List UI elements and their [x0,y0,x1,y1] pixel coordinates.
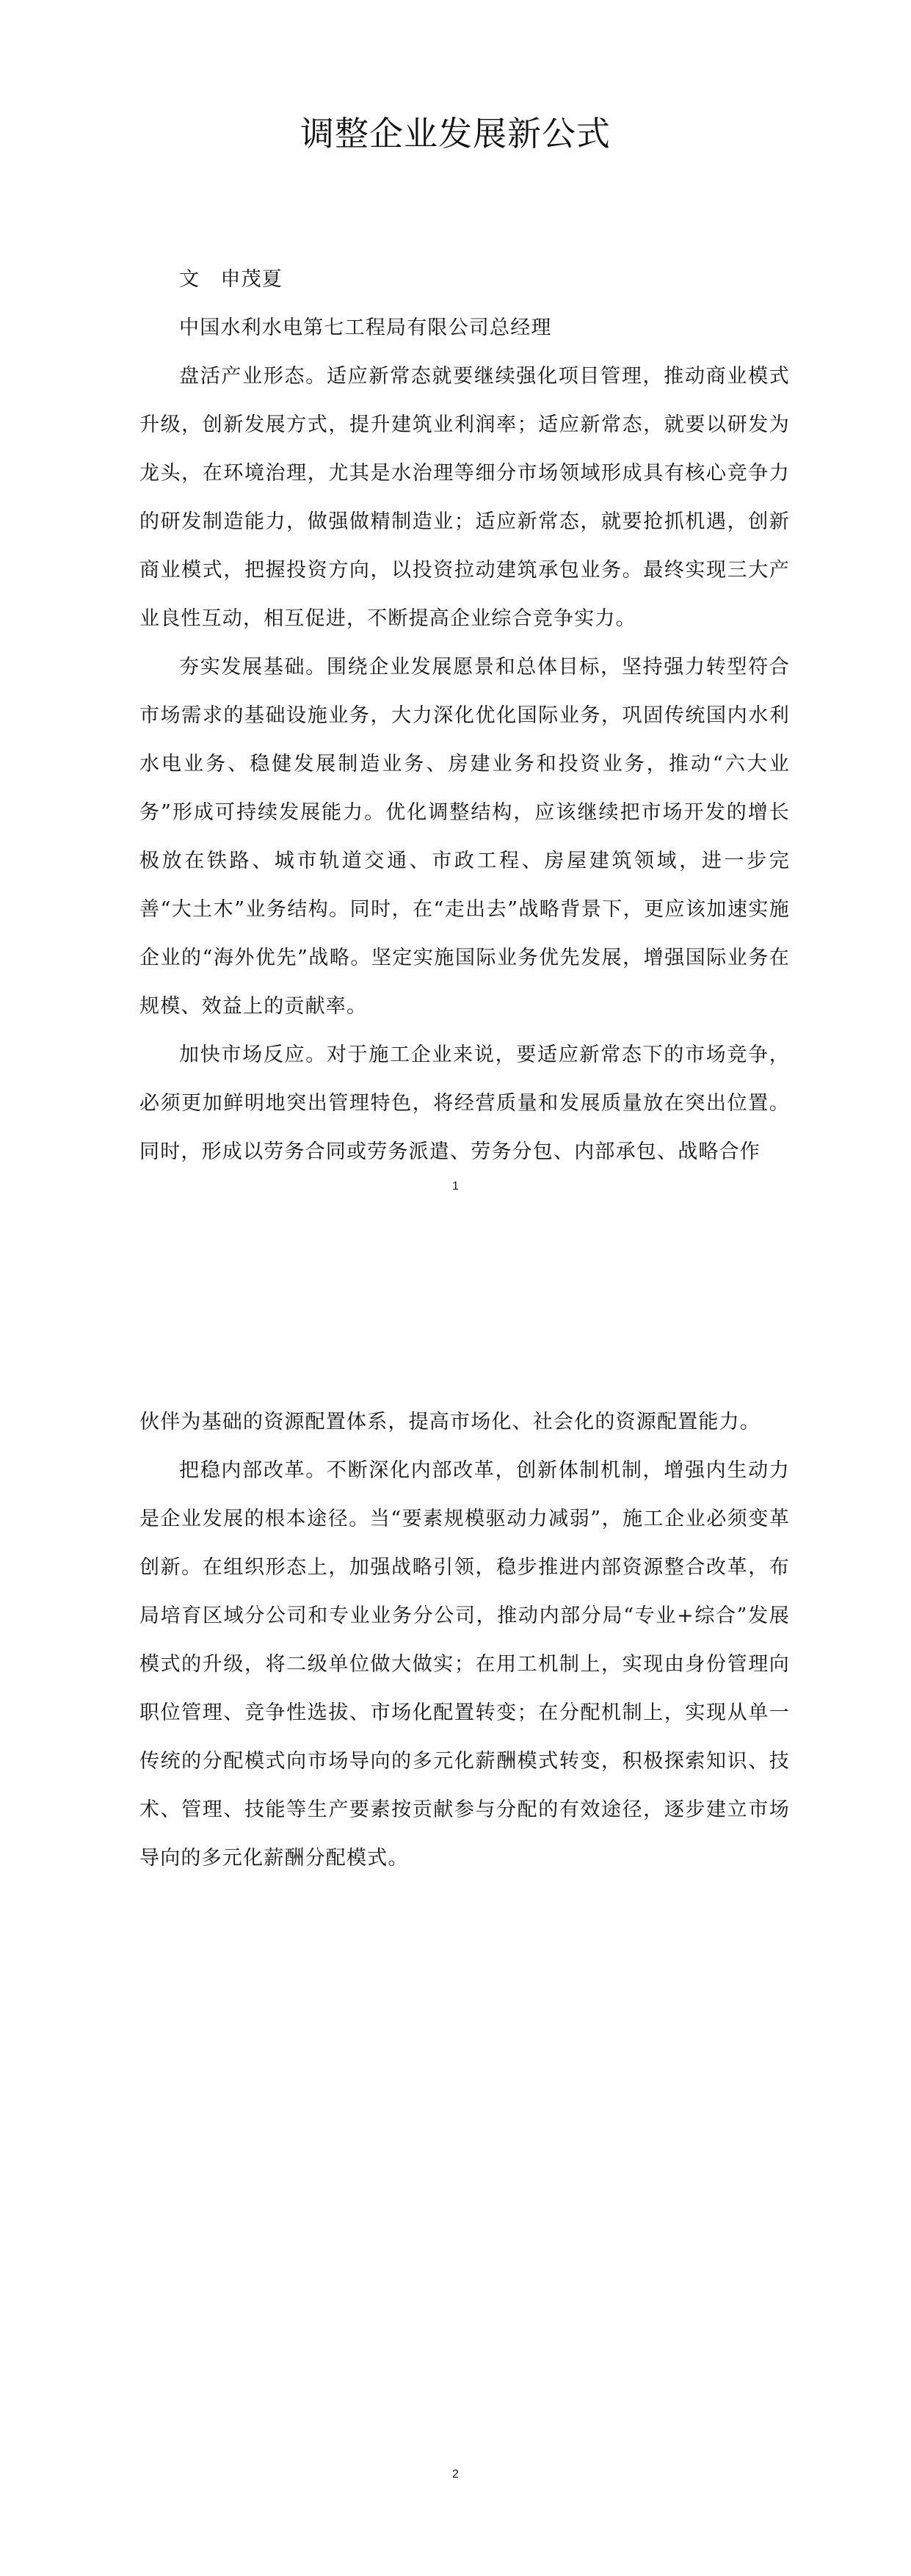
page-2-body [139,1398,790,1883]
document-title: 调整企业发展新公式 [300,114,611,153]
paragraph-development-foundation: 夯实发展基础。围绕企业发展愿景和总体目标，坚持强力转型符合市场需求的基础设施业务，大力深化优化国际业务，巩固传统国内水利水电业务、稳健发展制造业务、房建业务和投资业务，推动“六大业务”形成可持续发展能力。优化调整结构，应该继续把市场开发的增长极放在铁路、城市轨道交通、市政工程、房屋建筑领域，进一步完善“大土木”业务结构。同时，在“走出去”战略背景下，更应该加速实施企业的“海外优先”战略。坚定实施国际业务优先发展，增强国际业务在规模、效益上的贡献率。 [139,656,790,1018]
page-number: 1 [452,1180,459,1193]
page-1-body [139,256,790,1176]
paragraph-industry-form: 盘活产业形态。适应新常态就要继续强化项目管理，推动商业模式升级，创新发展方式，提升建筑业利润率；适应新常态，就要以研发为龙头，在环境治理，尤其是水治理等细分市场领域形成具有核心竞争力的研发制造能力，做强做精制造业；适应新常态，就要抢抓机遇，创新商业模式，把握投资方向，以投资拉动建筑承包业务。最终实现三大产业良性互动，相互促进，不断提高企业综合竞争实力。 [139,365,790,630]
author-affiliation: 中国水利水电第七工程局有限公司总经理 [179,316,552,339]
paragraph-continuation: 伙伴为基础的资源配置体系，提高市场化、社会化的资源配置能力。 [139,1411,761,1433]
page-number: 2 [452,2468,459,2481]
document-page-2 [0,1288,911,2576]
paragraph-internal-reform: 把稳内部改革。不断深化内部改革，创新体制机制，增强内生动力是企业发展的根本途径。当“要素规模驱动力减弱”，施工企业必须变革创新。在组织形态上，加强战略引领，稳步推进内部资源整合改革，布局培育区域分公司和专业业务分公司，推动内部分局“专业+综合”发展模式的升级，将二级单位做大做实；在用工机制上，实现由身份管理向职位管理、竞争性选拔、市场化配置转变；在分配机制上，实现从单一传统的分配模式向市场导向的多元化薪酬模式转变，积极探索知识、技术、管理、技能等生产要素按贡献参与分配的有效途径，逐步建立市场导向的多元化薪酬分配模式。 [139,1459,790,1870]
author-byline: 文 申茂夏 [179,268,283,291]
paragraph-market-response: 加快市场反应。对于施工企业来说，要适应新常态下的市场竞争，必须更加鲜明地突出管理特色，将经营质量和发展质量放在突出位置。同时，形成以劳务合同或劳务派遣、劳务分包、内部承包、战略合作 [139,1043,790,1163]
